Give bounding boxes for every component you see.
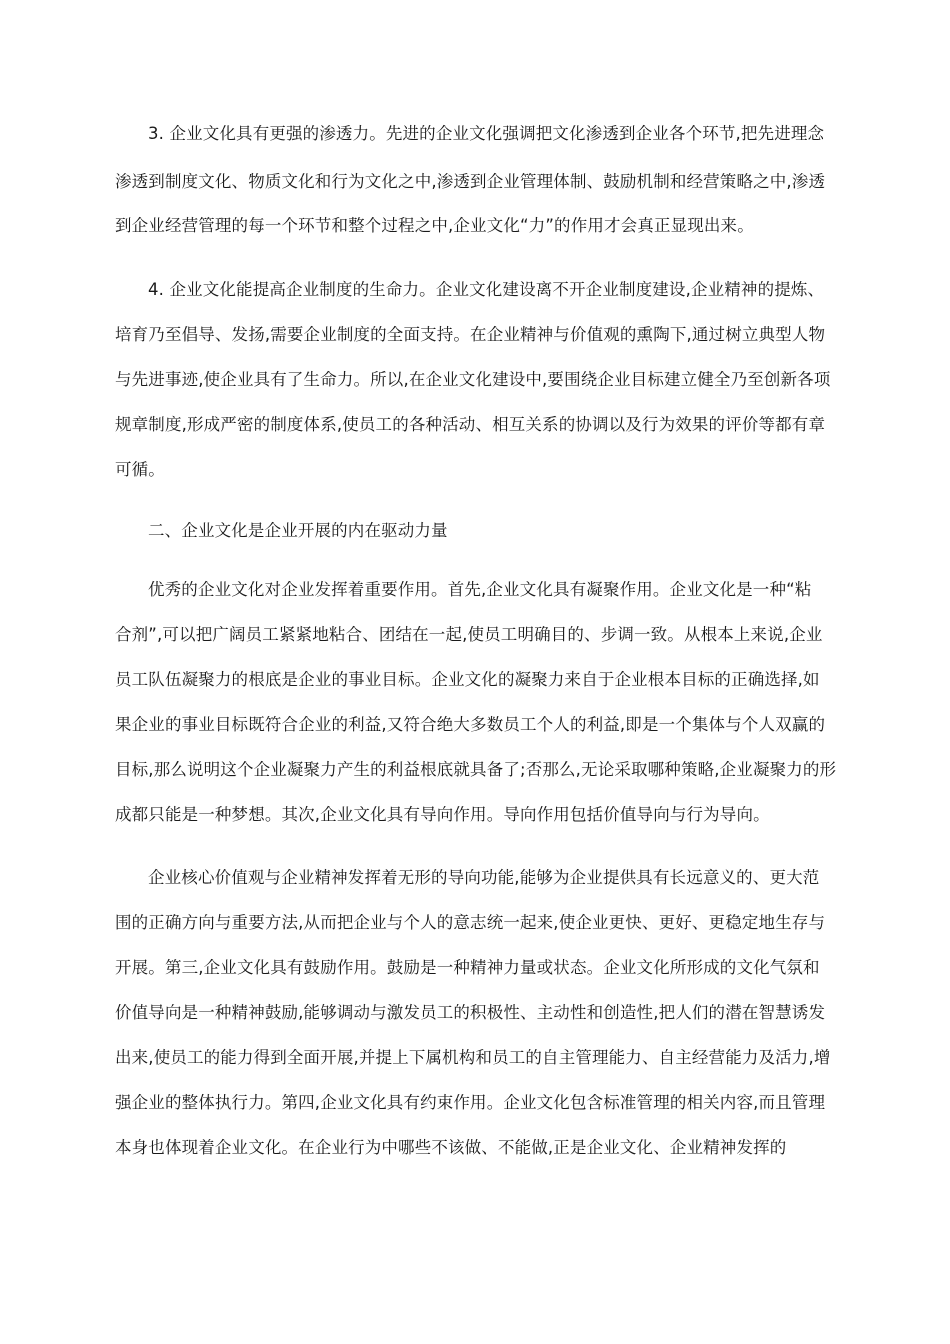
text-line: 3. 企业文化具有更强的渗透力。先进的企业文化强调把文化渗透到企业各个环节,把先进理念 <box>148 124 825 143</box>
text-line: 企业核心价值观与企业精神发挥着无形的导向功能,能够为企业提供具有长远意义的、更大范 <box>148 868 820 887</box>
text-line: 培育乃至倡导、发扬,需要企业制度的全面支持。在企业精神与价值观的熏陶下,通过树立典型人物 <box>115 325 826 344</box>
text-line: 可循。 <box>115 460 165 479</box>
text-line: 员工队伍凝聚力的根底是企业的事业目标。企业文化的凝聚力来自于企业根本目标的正确选择,如 <box>115 670 820 689</box>
text-line: 渗透到制度文化、物质文化和行为文化之中,渗透到企业管理体制、鼓励机制和经营策略之中,渗透 <box>115 172 826 191</box>
heading-text: 二、企业文化是企业开展的内在驱动力量 <box>148 521 448 540</box>
text-line: 规章制度,形成严密的制度体系,使员工的各种活动、相互关系的协调以及行为效果的评价等都有章 <box>115 415 826 434</box>
text-line: 开展。第三,企业文化具有鼓励作用。鼓励是一种精神力量或状态。企业文化所形成的文化气氛和 <box>115 958 820 977</box>
text-line: 4. 企业文化能提高企业制度的生命力。企业文化建设离不开企业制度建设,企业精神的提炼、 <box>148 280 825 299</box>
text-line: 成都只能是一种梦想。其次,企业文化具有导向作用。导向作用包括价值导向与行为导向。 <box>115 805 770 824</box>
text-line: 出来,使员工的能力得到全面开展,并提上下属机构和员工的自主管理能力、自主经营能力及活力,增 <box>115 1048 831 1067</box>
text-line: 合剂”,可以把广阔员工紧紧地粘合、团结在一起,使员工明确目的、步调一致。从根本上来说,企业 <box>115 625 823 644</box>
text-line: 价值导向是一种精神鼓励,能够调动与激发员工的积极性、主动性和创造性,把人们的潜在智慧诱发 <box>115 1003 826 1022</box>
text-line: 与先进事迹,使企业具有了生命力。所以,在企业文化建设中,要围绕企业目标建立健全乃至创新各项 <box>115 370 831 389</box>
text-line: 到企业经营管理的每一个环节和整个过程之中,企业文化“力”的作用才会真正显现出来。 <box>115 216 754 235</box>
text-line: 目标,那么说明这个企业凝聚力产生的利益根底就具备了;否那么,无论采取哪种策略,企业凝聚力的形 <box>115 760 837 779</box>
text-line: 围的正确方向与重要方法,从而把企业与个人的意志统一起来,使企业更快、更好、更稳定地生存与 <box>115 913 826 932</box>
text-line: 本身也体现着企业文化。在企业行为中哪些不该做、不能做,正是企业文化、企业精神发挥的 <box>115 1138 787 1157</box>
text-line: 优秀的企业文化对企业发挥着重要作用。首先,企业文化具有凝聚作用。企业文化是一种“粘 <box>148 580 812 599</box>
text-line: 强企业的整体执行力。第四,企业文化具有约束作用。企业文化包含标准管理的相关内容,而且管理 <box>115 1093 826 1112</box>
text-line: 果企业的事业目标既符合企业的利益,又符合绝大多数员工个人的利益,即是一个集体与个人双赢的 <box>115 715 826 734</box>
